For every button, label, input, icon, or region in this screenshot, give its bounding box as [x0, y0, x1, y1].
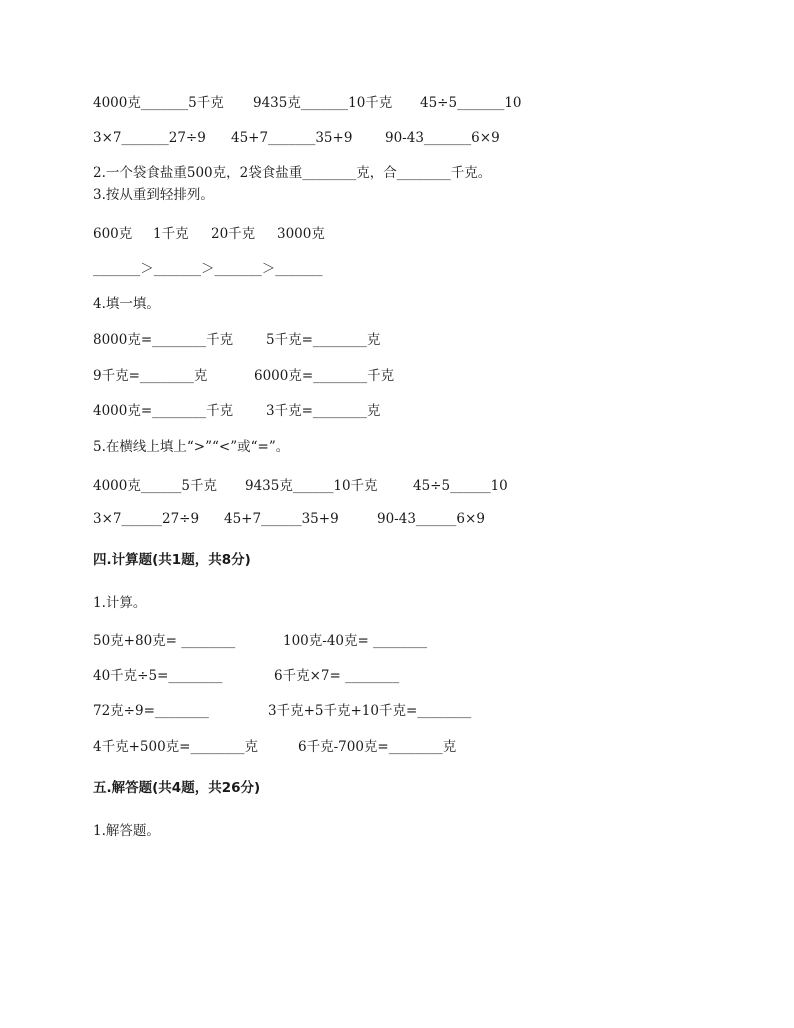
compare-item: 90-43_______6×9	[385, 130, 500, 146]
calc-item: 4千克+500克=________克	[93, 739, 258, 755]
compare-item: 4000克______5千克	[93, 478, 217, 494]
question-3-title: 3.按从重到轻排列。	[93, 187, 214, 203]
fill-item: 9千克=________克	[93, 368, 208, 384]
calc-item: 100克-40克= ________	[283, 633, 428, 649]
question-5-title: 5.在横线上填上“>”“<”或“=”。	[93, 439, 290, 455]
compare-item: 3×7______27÷9	[93, 511, 200, 527]
section-4-q1-title: 1.计算。	[93, 595, 147, 611]
compare-item: 45÷5______10	[413, 478, 508, 494]
compare-item: 9435克_______10千克	[253, 95, 393, 111]
weight-item: 1千克	[153, 226, 189, 242]
section-5-q1-title: 1.解答题。	[93, 823, 160, 839]
compare-item: 45÷5_______10	[420, 95, 522, 111]
weight-item: 20千克	[211, 226, 256, 242]
fill-item: 4000克=________千克	[93, 403, 234, 419]
section-5-heading: 五.解答题(共4题，共26分)	[93, 780, 261, 796]
compare-item: 3×7_______27÷9	[93, 130, 206, 146]
compare-item: 90-43______6×9	[377, 511, 485, 527]
calc-item: 6千克-700克=________克	[298, 739, 457, 755]
section-4-heading: 四.计算题(共1题，共8分)	[93, 552, 251, 568]
weight-item: 3000克	[277, 226, 325, 242]
compare-item: 45+7_______35+9	[231, 130, 353, 146]
question-4-title: 4.填一填。	[93, 296, 160, 312]
question-2: 2.一个袋食盐重500克，2袋食盐重________克，合________千克。	[93, 165, 492, 181]
calc-item: 3千克+5千克+10千克=________	[268, 703, 472, 719]
question-3-order-line: _______＞_______＞_______＞_______	[93, 261, 323, 277]
calc-item: 50克+80克= ________	[93, 633, 236, 649]
calc-item: 6千克×7= ________	[274, 668, 400, 684]
fill-item: 5千克=________克	[266, 332, 381, 348]
compare-item: 45+7______35+9	[224, 511, 339, 527]
compare-item: 9435克______10千克	[245, 478, 378, 494]
calc-item: 72克÷9=________	[93, 703, 209, 719]
calc-item: 40千克÷5=________	[93, 668, 223, 684]
weight-item: 600克	[93, 226, 133, 242]
compare-item: 4000克_______5千克	[93, 95, 224, 111]
fill-item: 3千克=________克	[266, 403, 381, 419]
fill-item: 6000克=________千克	[254, 368, 395, 384]
fill-item: 8000克=________千克	[93, 332, 234, 348]
